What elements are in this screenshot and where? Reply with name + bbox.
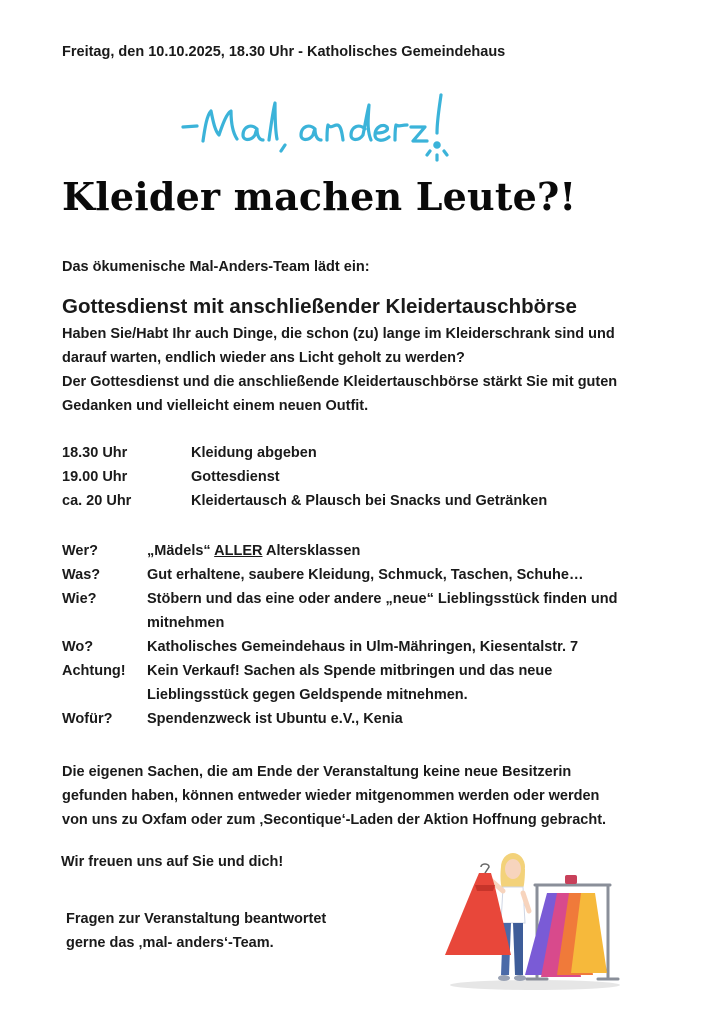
closing-line: gefunden haben, können entweder wieder mitgenommen werden oder werden [62, 788, 600, 804]
contact-line: gerne das ‚mal- anders‘-Team. [66, 935, 274, 951]
info-text [147, 659, 552, 707]
info-label: Wie? [62, 591, 97, 607]
info-emphasis: ALLER [214, 543, 263, 559]
info-text [147, 587, 618, 635]
event-date-location: Freitag, den 10.10.2025, 18.30 Uhr - Katholisches Gemeindehaus [62, 44, 506, 60]
info-text-line: Stöbern und das eine oder andere „neue“ Lieblingsstück finden und [147, 591, 618, 607]
schedule-time: ca. 20 Uhr [62, 493, 132, 509]
closing-paragraph [62, 760, 682, 832]
info-text: Spendenzweck ist Ubuntu e.V., Kenia [147, 711, 403, 727]
closing-line: von uns zu Oxfam oder zum ‚Secontique‘-Laden der Aktion Hoffnung gebracht. [62, 812, 607, 828]
info-text-line: Kein Verkauf! Sachen als Spende mitbringen und das neue [147, 663, 553, 679]
info-label: Was? [62, 567, 101, 583]
info-text-part: Altersklassen [262, 543, 361, 559]
contact-line: Fragen zur Veranstaltung beantwortet [66, 911, 327, 927]
info-label: Wofür? [62, 711, 113, 727]
intro-line: Der Gottesdienst und die anschließende Kleidertauschbörse stärkt Sie mit guten [62, 374, 618, 390]
greeting: Wir freuen uns auf Sie und dich! [61, 854, 284, 870]
schedule-activity: Gottesdienst [191, 469, 280, 485]
main-title: Kleider machen Leute?! [62, 174, 577, 219]
intro-line: Gedanken und vielleicht einem neuen Outfit. [62, 398, 369, 414]
info-text-line: Lieblingsstück gegen Geldspende mitnehmen. [147, 687, 468, 703]
closing-line: Die eigenen Sachen, die am Ende der Veranstaltung keine neue Besitzerin [62, 764, 572, 780]
mal-anders-logo [175, 85, 475, 165]
schedule-activity: Kleidertausch & Plausch bei Snacks und Getränken [191, 493, 548, 509]
logo-text: -Mal anderz! [175, 85, 181, 86]
event-subtitle: Gottesdienst mit anschließender Kleidertauschbörse [62, 295, 577, 318]
schedule-time: 19.00 Uhr [62, 469, 128, 485]
woman-with-clothes-rack-icon [415, 845, 625, 995]
info-label: Achtung! [62, 663, 126, 679]
intro-paragraph [62, 322, 672, 418]
schedule-time: 18.30 Uhr [62, 445, 128, 461]
info-text-part: „Mädels“ [147, 543, 215, 559]
intro-line: darauf warten, endlich wieder ans Licht geholt zu werden? [62, 350, 465, 366]
invitation-line: Das ökumenische Mal-Anders-Team lädt ein: [62, 259, 370, 275]
info-label: Wo? [62, 639, 94, 655]
contact-note [66, 907, 326, 955]
info-text [147, 539, 360, 563]
schedule-activity: Kleidung abgeben [191, 445, 317, 461]
info-text: Gut erhaltene, saubere Kleidung, Schmuck, Taschen, Schuhe… [147, 567, 584, 583]
intro-line: Haben Sie/Habt Ihr auch Dinge, die schon (zu) lange im Kleiderschrank sind und [62, 326, 615, 342]
info-label: Wer? [62, 543, 98, 559]
info-text: Katholisches Gemeindehaus in Ulm-Mähringen, Kiesentalstr. 7 [147, 639, 579, 655]
info-text-line: mitnehmen [147, 615, 225, 631]
